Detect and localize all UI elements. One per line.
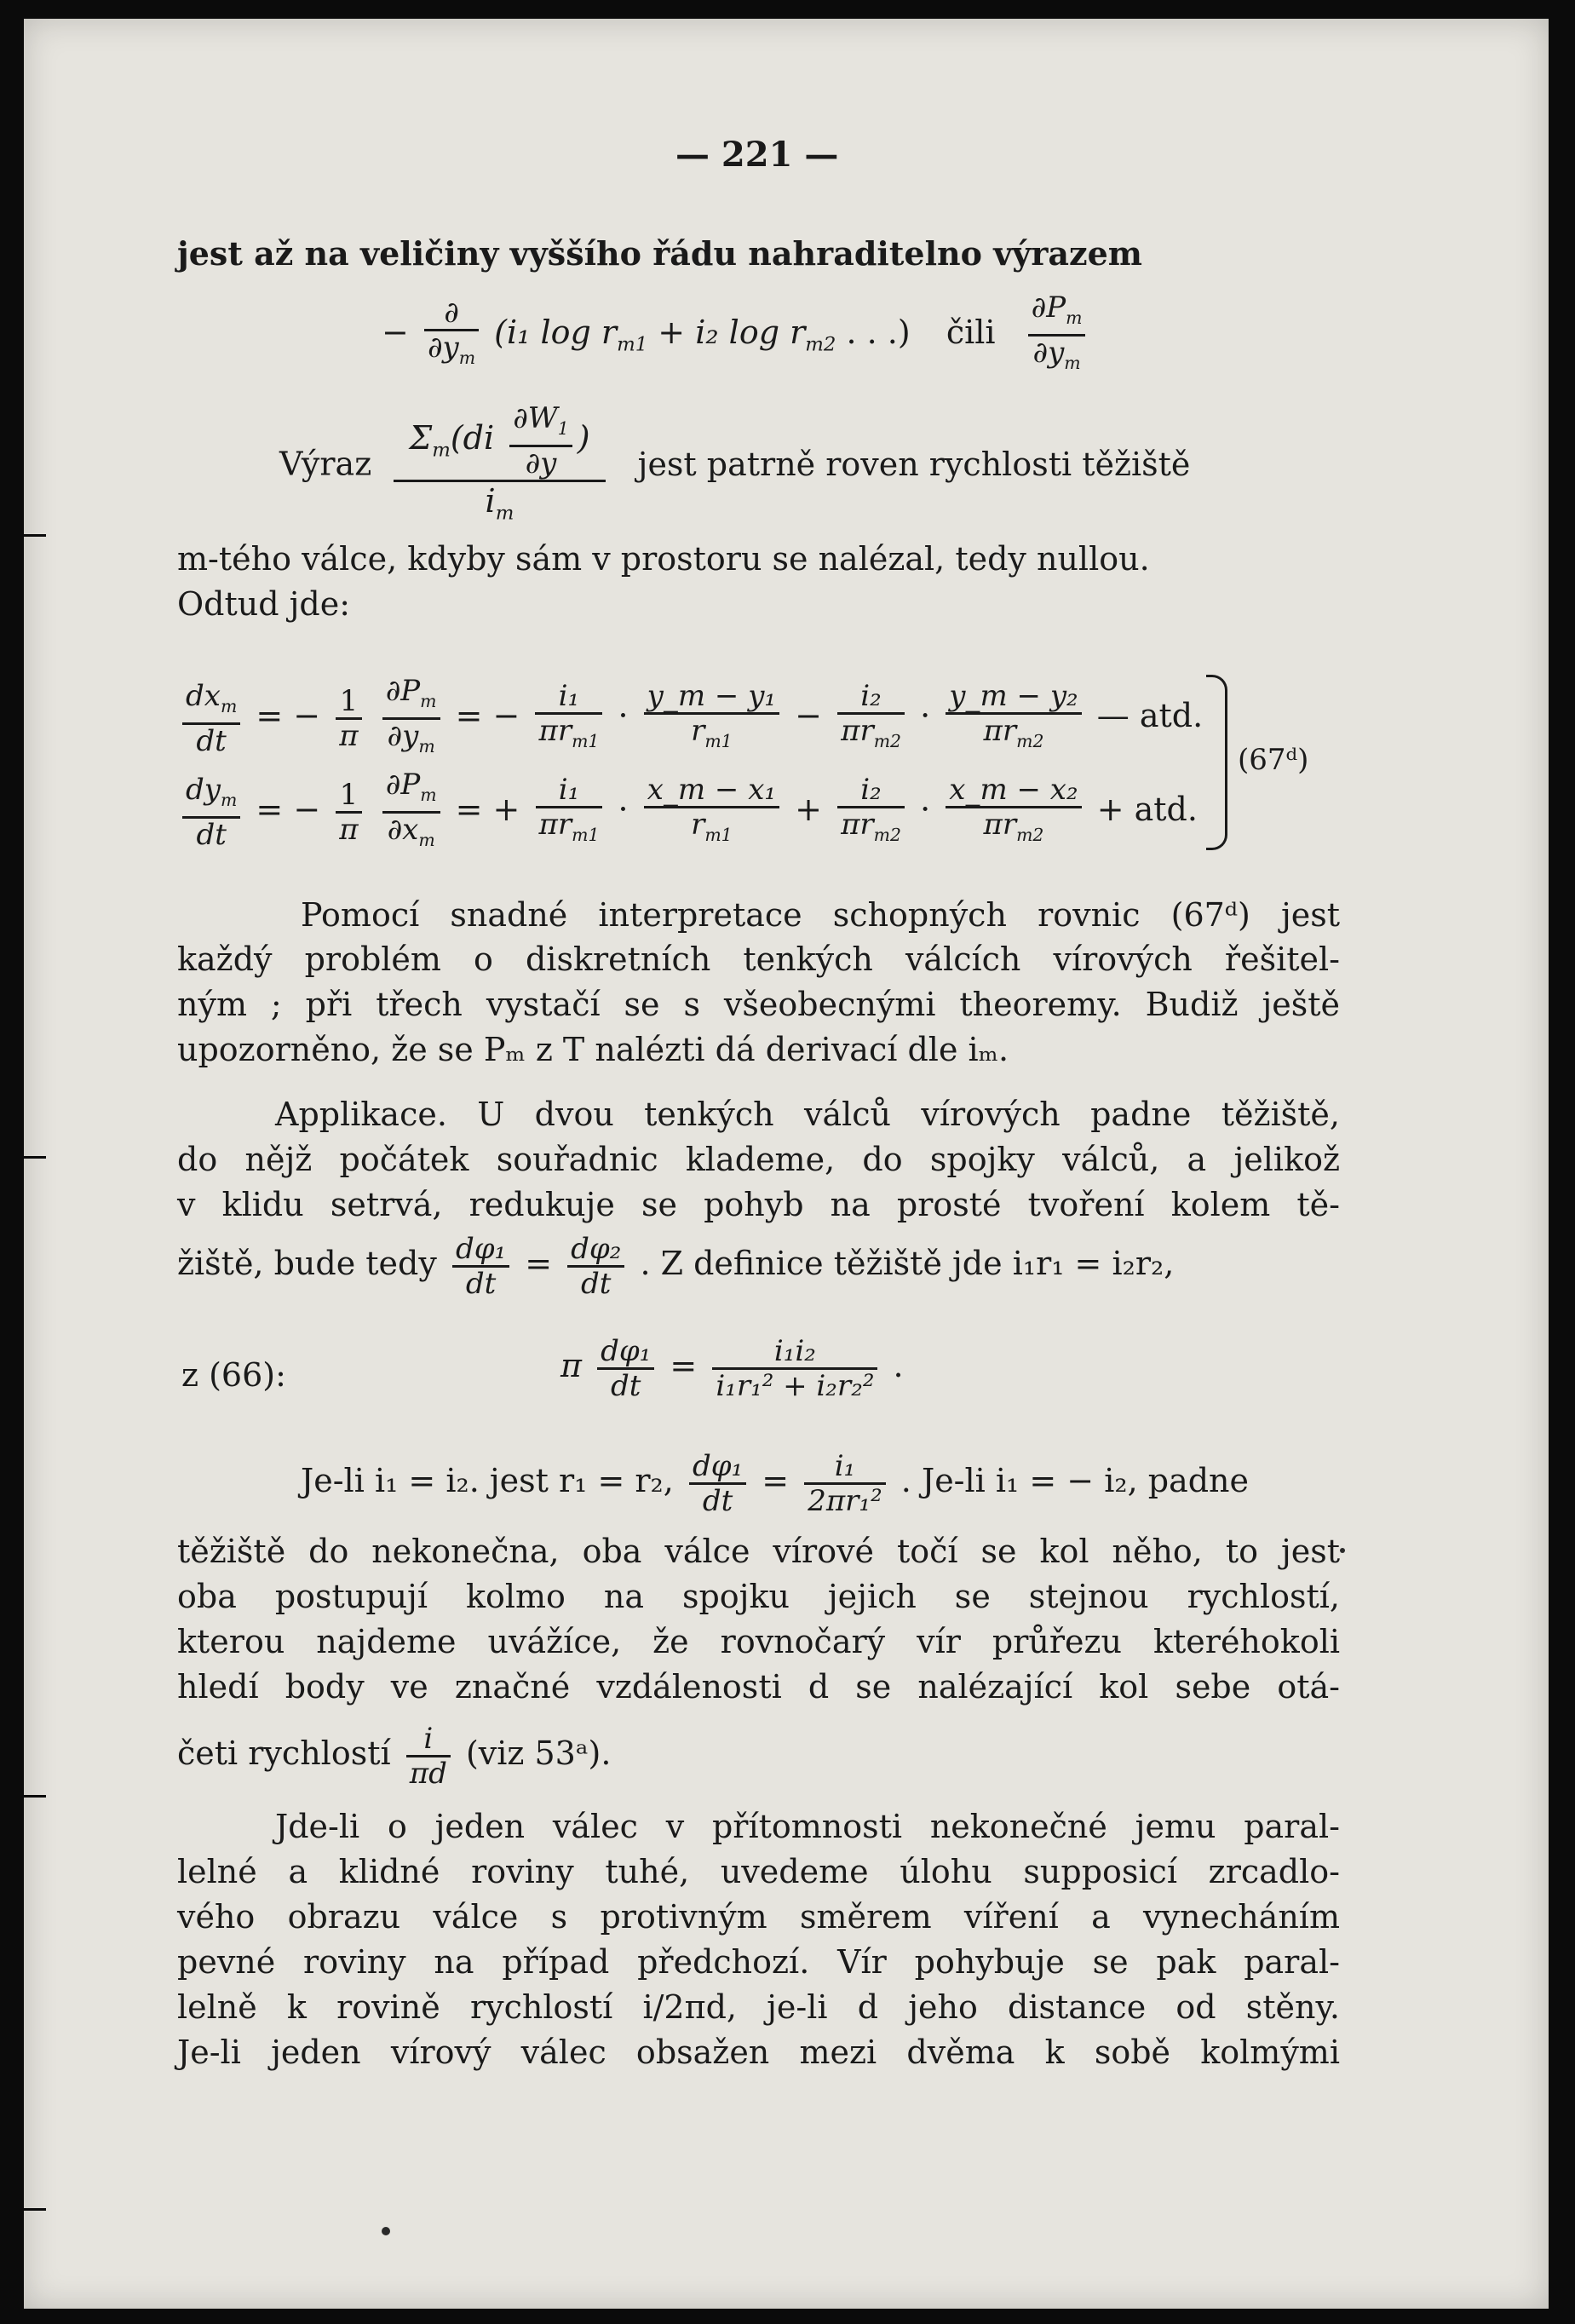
text-line: každý problém o diskretních tenkých válcích vírových řešitel- xyxy=(177,941,1340,978)
velocity-expression: Výraz $\Sigma_m(di$ $\frac{\partial W_1}{\partial y}$ ) $i_m$ jest patrně roven rychlosti těžiště xyxy=(279,402,1190,532)
text-line: ným ; při třech vystačí se s všeobecnými theoremy. Budiž ještě xyxy=(177,986,1340,1023)
equation-tag: (67ᵈ) xyxy=(1238,743,1309,777)
sum-fraction: $\Sigma_m(di$ $\frac{\partial W_1}{\partial y}$ ) $i_m$ xyxy=(394,402,605,532)
edge-mark xyxy=(24,1795,46,1798)
partial-fraction: $\frac{\partial}{\partial y_m}$ xyxy=(424,296,479,374)
book-page xyxy=(24,19,1549,2309)
text-line: těžiště do nekonečna, oba válce vírové točí se kol něho, to jest xyxy=(177,1533,1340,1570)
edge-mark xyxy=(24,2208,46,2211)
text-line: kterou najdeme uvážíce, že rovnočarý vír průřezu kteréhokoli xyxy=(177,1623,1340,1660)
text-line: hledí body ve značné vzdálenosti d se nalézající kol sebe otá- xyxy=(177,1668,1340,1706)
text-line: Applikace. U dvou tenkých válců vírových padne těžiště, xyxy=(275,1096,1340,1133)
text-line: jest až na veličiny vyššího řádu nahraditelno výrazem xyxy=(177,234,1142,273)
text-line: lelné a klidné roviny tuhé, uvedeme úlohu supposicí zrcadlo- xyxy=(177,1853,1340,1890)
text-line: pevné roviny na případ předchozí. Vír pohybuje se pak paral- xyxy=(177,1943,1340,1981)
equation-row-dx: $\frac{dx_m}{dt}$ = − $\frac{1}{\pi}$ $\frac{\partial P_m}{\partial y_m}$ = − $\frac{\text{i₁}}{\pi r_{m1}}$ · $\frac{\text{y\_m − y₁}}{r_{m1}}$ − $\frac{\text{i₂}}{\pi r_{m2}}$ · $\frac{\text{y\_m − y₂}}{\pi r_{m2}}$ — atd. xyxy=(177,675,1203,762)
partial-fraction: $\frac{\partial P_m}{\partial y_m}$ xyxy=(1028,291,1086,379)
equation-label: z (66): xyxy=(181,1356,286,1394)
text-line-with-formula: žiště, bude tedy $\frac{\text{dφ₁}}{dt}$ = $\frac{\text{dφ₂}}{dt}$ . Z definice těžiště jde i₁r₁ = i₂r₂, xyxy=(177,1232,1175,1301)
text-line-with-formula: četi rychlostí $\frac{i}{\pi d}$ (viz 53ᵃ). xyxy=(177,1722,612,1791)
ink-speck xyxy=(382,2227,390,2235)
text-line-with-formula: Je-li i₁ = i₂. jest r₁ = r₂, $\frac{\text{dφ₁}}{dt}$ = $\frac{\text{i₁}}{\text{2πr₁²}}$ . Je-li i₁ = − i₂, padne xyxy=(301,1449,1250,1518)
text-line: oba postupují kolmo na spojku jejich se stejnou rychlostí, xyxy=(177,1578,1340,1615)
page-number: — 221 — xyxy=(675,135,839,175)
text-line: Odtud jde: xyxy=(177,585,351,623)
equation-row-dy: $\frac{dy_m}{dt}$ = − $\frac{1}{\pi}$ $\frac{\partial P_m}{\partial x_m}$ = + $\frac{\text{i₁}}{\pi r_{m1}}$ · $\frac{\text{x\_m − x₁}}{r_{m1}}$ + $\frac{\text{i₂}}{\pi r_{m2}}$ · $\frac{\text{x\_m − x₂}}{\pi r_{m2}}$ + atd. xyxy=(177,768,1198,856)
equation-gradient-log: − $\frac{\partial}{\partial y_m}$ (i₁ $\log r_{m1} + i_2$ $\log r_{m2}$ . . .) čili $\frac{\partial P_m}{\partial y_m}$ xyxy=(382,291,1090,379)
text-line: m-tého válce, kdyby sám v prostoru se nalézal, tedy nullou. xyxy=(177,540,1150,578)
text-line: lelně k rovině rychlostí i/2πd, je-li d jeho distance od stěny. xyxy=(177,1988,1340,2026)
text-line: Je-li jeden vírový válec obsažen mezi dvěma k sobě kolmými xyxy=(177,2034,1340,2071)
text-line: v klidu setrvá, redukuje se pohyb na prosté tvoření kolem tě- xyxy=(177,1186,1340,1223)
text-line: vého obrazu válce s protivným směrem víření a vynecháním xyxy=(177,1898,1340,1936)
text-line: do nějž počátek souřadnic klademe, do spojky válců, a jelikož xyxy=(177,1141,1340,1178)
ink-speck xyxy=(1340,1548,1345,1553)
edge-mark xyxy=(24,534,46,537)
edge-mark xyxy=(24,1156,46,1159)
equation-brace xyxy=(1206,675,1227,850)
text-line: upozorněno, že se Pₘ z T nalézti dá derivací dle iₘ. xyxy=(177,1031,1009,1068)
equation-66: π $\frac{\text{dφ₁}}{dt}$ = $\frac{\text{i₁i₂}}{\text{i₁r₁² + i₂r₂²}}$ . xyxy=(560,1334,904,1403)
text-line: Jde-li o jeden válec v přítomnosti nekonečné jemu paral- xyxy=(275,1808,1340,1845)
text-line: Pomocí snadné interpretace schopných rovnic (67ᵈ) jest xyxy=(301,896,1340,934)
